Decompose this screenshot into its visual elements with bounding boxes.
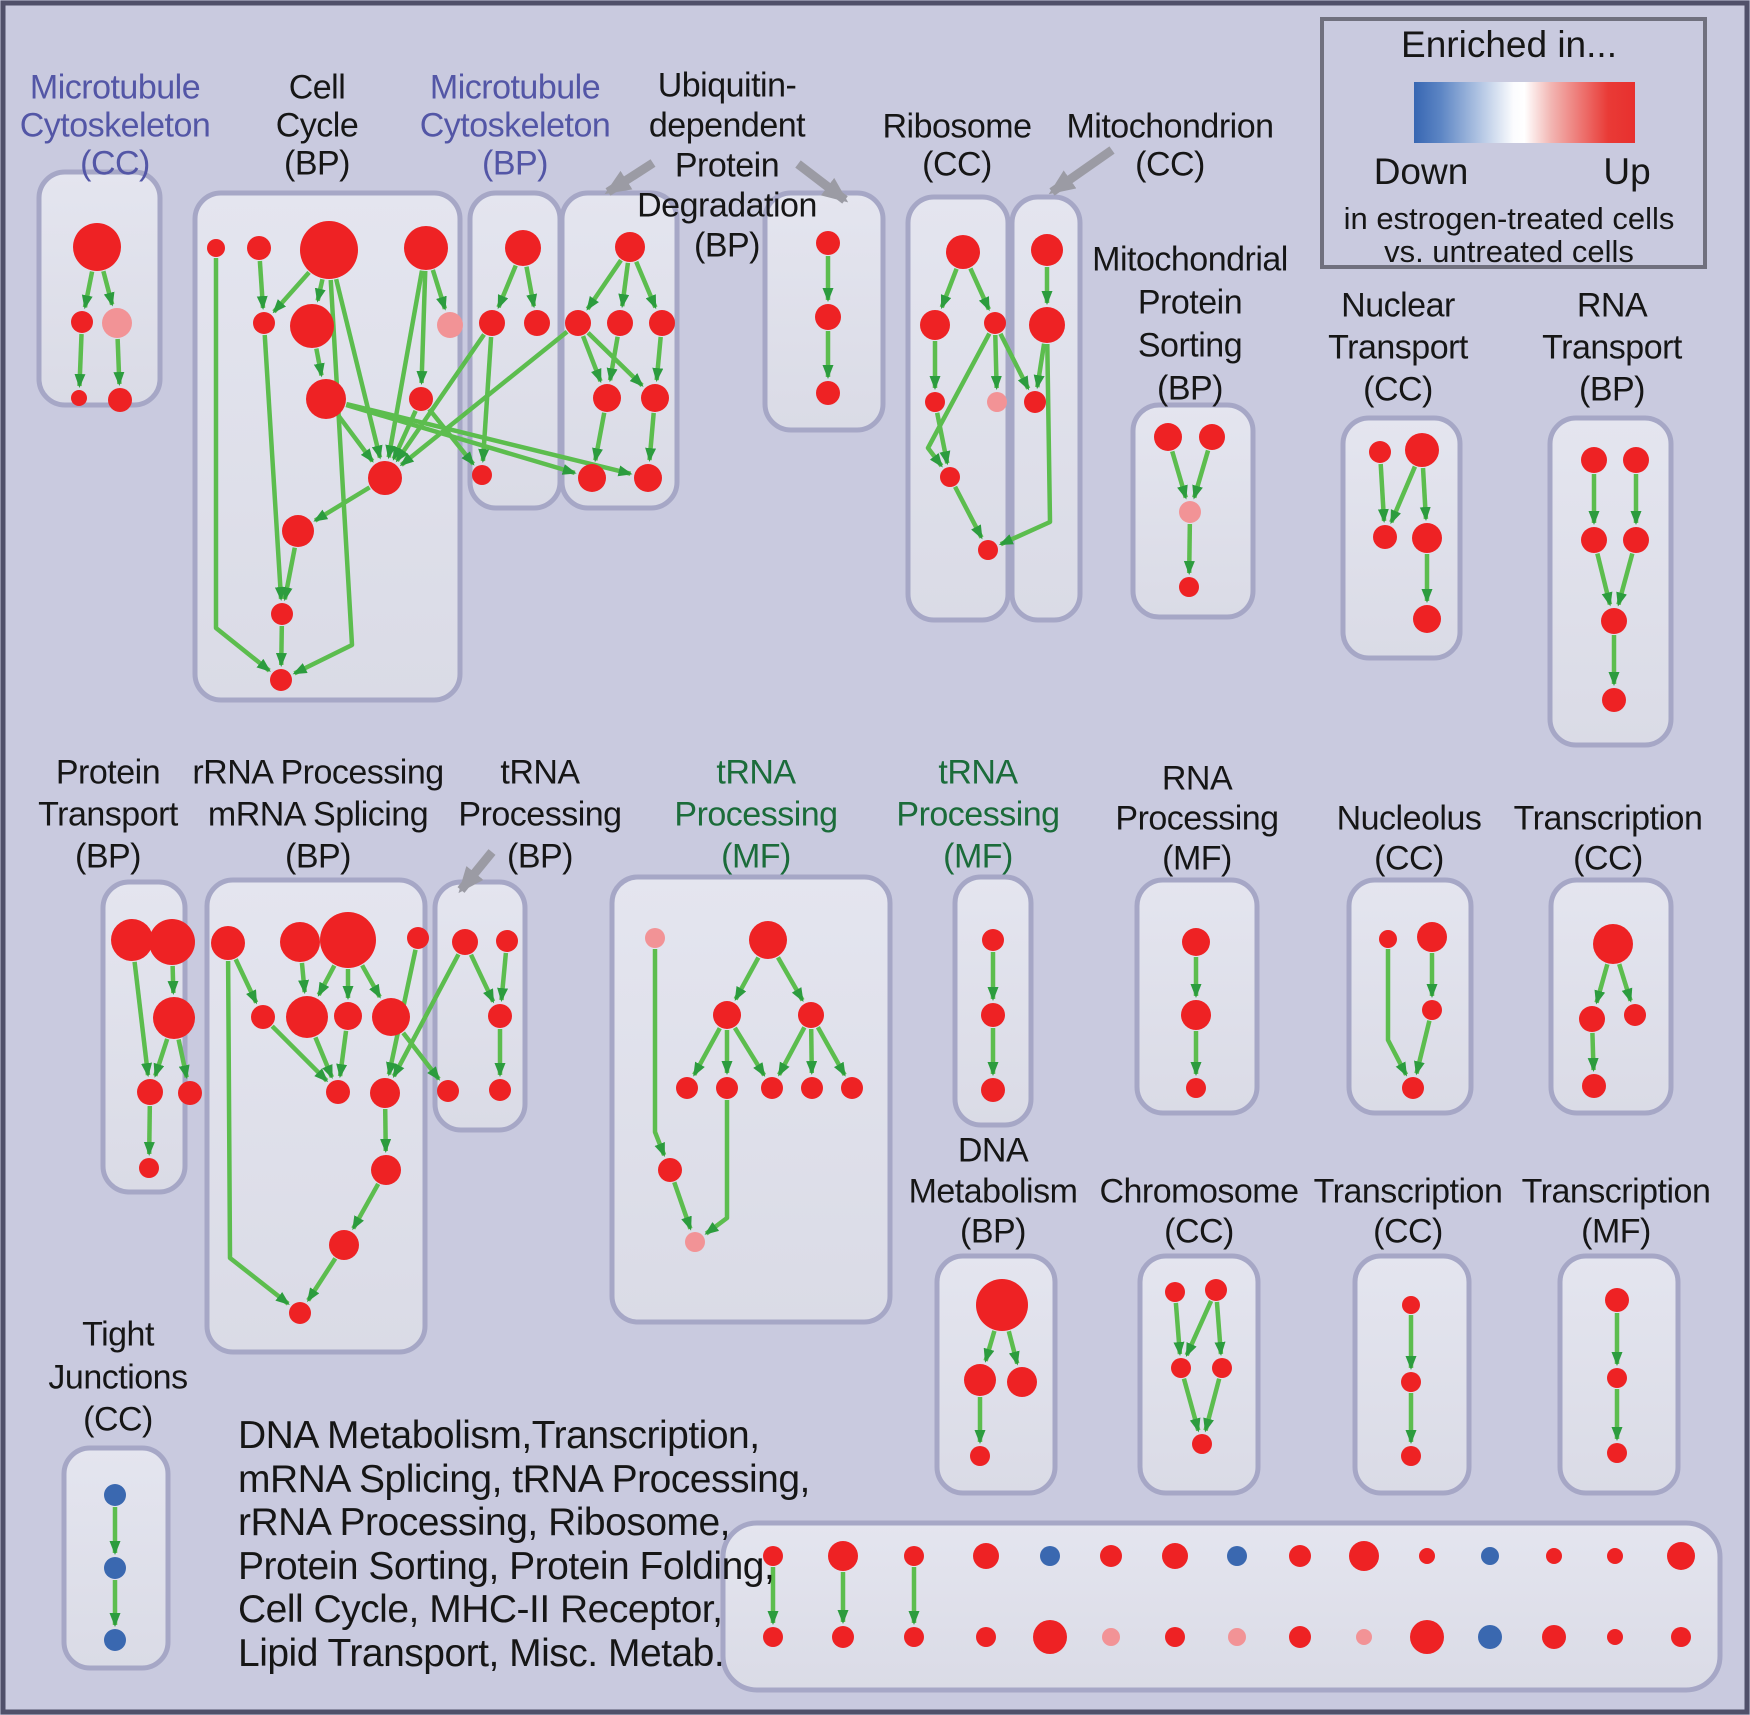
label-pointer-arrow	[1052, 150, 1112, 192]
go-term-node-red	[1401, 1372, 1421, 1392]
go-term-node-red	[280, 922, 320, 962]
go-term-node-red	[1607, 1548, 1623, 1564]
go-term-node-blue	[104, 1484, 126, 1506]
go-term-node-red	[1401, 1446, 1421, 1466]
cluster-label-nuclear-transport-line3: (CC)	[1363, 370, 1433, 409]
go-term-node-red	[676, 1077, 698, 1099]
go-term-node-pink	[1356, 1629, 1372, 1645]
go-term-node-red	[1186, 1078, 1206, 1098]
go-term-node-red	[964, 1364, 996, 1396]
go-term-node-red	[1349, 1541, 1379, 1571]
go-term-node-red	[801, 1077, 823, 1099]
cluster-label-microtubule-bp-line1: Microtubule	[429, 68, 601, 107]
go-term-node-red	[641, 384, 669, 412]
go-term-node-red	[832, 1626, 854, 1648]
cluster-label-trna-mf-1-line3: (MF)	[721, 837, 791, 876]
edge	[118, 339, 120, 384]
go-term-node-red	[1579, 1006, 1605, 1032]
cluster-label-protein-transport-line3: (BP)	[75, 837, 141, 876]
edge	[811, 1029, 812, 1073]
go-term-node-pink	[987, 392, 1007, 412]
go-term-node-red	[334, 1002, 362, 1030]
go-term-node-red	[437, 1080, 459, 1102]
cluster-label-rna-processing-mf-line2: Processing	[1115, 799, 1279, 838]
go-term-node-red	[1179, 577, 1199, 597]
go-term-node-red	[178, 1081, 202, 1105]
cluster-box-transcr_cc	[1551, 880, 1671, 1113]
go-term-node-red	[1289, 1545, 1311, 1567]
go-term-node-red	[761, 1077, 783, 1099]
go-term-node-red	[1410, 1620, 1444, 1654]
edge	[385, 1109, 386, 1151]
cluster-label-ubiquitin-line1: Ubiquitin-	[657, 66, 797, 105]
go-term-node-red	[946, 235, 980, 269]
cluster-label-nucleolus-line1: Nucleolus	[1336, 799, 1482, 838]
cluster-label-ubiquitin-line5: (BP)	[694, 226, 760, 265]
go-term-node-red	[978, 540, 998, 560]
cluster-label-microtubule-bp-line2: Cytoskeleton	[419, 106, 611, 145]
edge	[281, 626, 282, 665]
go-term-node-blue	[1227, 1546, 1247, 1566]
cluster-box-rna_mf	[1137, 880, 1257, 1113]
go-term-node-red	[472, 465, 492, 485]
go-term-node-red	[841, 1077, 863, 1099]
go-term-node-red	[920, 310, 950, 340]
edge	[260, 261, 263, 308]
go-term-node-red	[300, 221, 358, 279]
edge	[1423, 468, 1426, 519]
go-term-node-red	[71, 311, 93, 333]
go-term-node-red	[1581, 447, 1607, 473]
go-term-node-red	[1542, 1625, 1566, 1649]
go-term-node-red	[452, 929, 478, 955]
cluster-label-transcription-cc-2-line1: Transcription	[1313, 1172, 1503, 1211]
cluster-label-ubiquitin-line4: Degradation	[637, 186, 817, 225]
go-term-node-red	[1212, 1358, 1232, 1378]
go-term-node-pink	[102, 308, 132, 338]
cluster-label-mitochondrion-line1: Mitochondrion	[1066, 107, 1274, 146]
footnote-line: rRNA Processing, Ribosome,	[238, 1501, 731, 1544]
go-term-node-red	[970, 1446, 990, 1466]
go-term-node-red	[984, 312, 1006, 334]
go-term-node-red	[207, 239, 225, 257]
cluster-label-cell-cycle-line1: Cell	[288, 68, 346, 107]
cluster-box-nuc_transport	[1343, 418, 1460, 658]
go-term-node-blue	[1040, 1546, 1060, 1566]
cluster-label-rna-transport-line1: RNA	[1576, 286, 1648, 325]
go-term-node-red	[593, 384, 621, 412]
go-term-node-red	[1667, 1542, 1695, 1570]
go-term-node-red	[71, 390, 87, 406]
go-term-node-red	[634, 464, 662, 492]
go-term-node-red	[409, 387, 433, 411]
go-term-node-red	[1419, 1548, 1435, 1564]
go-term-node-red	[981, 1003, 1005, 1027]
go-term-node-red	[489, 1079, 511, 1101]
go-term-node-red	[404, 226, 448, 270]
cluster-label-ubiquitin-line3: Protein	[674, 146, 780, 185]
go-term-node-pink	[437, 312, 463, 338]
go-term-node-red	[1601, 608, 1627, 634]
go-term-node-pink	[645, 928, 665, 948]
go-term-node-red	[329, 1230, 359, 1260]
cluster-label-cell-cycle-line2: Cycle	[275, 106, 359, 145]
go-term-node-red	[372, 998, 410, 1036]
go-term-node-red	[815, 304, 841, 330]
go-term-node-red	[289, 1302, 311, 1324]
cluster-label-rrna-mrna-line2: mRNA Splicing	[207, 795, 429, 834]
go-term-node-red	[1100, 1545, 1122, 1567]
go-term-node-red	[1582, 1074, 1606, 1098]
go-term-node-red	[368, 461, 402, 495]
cluster-label-trna-mf-1-line2: Processing	[674, 795, 838, 834]
edge	[302, 963, 305, 992]
go-term-node-red	[565, 310, 591, 336]
go-term-node-red	[976, 1279, 1028, 1331]
go-term-node-red	[1624, 1004, 1646, 1026]
go-term-node-red	[615, 232, 645, 262]
go-term-node-red	[1024, 391, 1046, 413]
cluster-label-microtubule-cc-line3: (CC)	[80, 144, 150, 183]
go-term-node-red	[1165, 1627, 1185, 1647]
legend-up-label: Up	[1603, 151, 1651, 192]
cluster-label-microtubule-cc-line2: Cytoskeleton	[19, 106, 211, 145]
go-term-node-red	[1623, 447, 1649, 473]
cluster-label-transcription-cc-line1: Transcription	[1513, 799, 1703, 838]
go-term-node-red	[488, 1004, 512, 1028]
cluster-label-dna-metabolism-line1: DNA	[957, 1131, 1029, 1170]
cluster-label-nuclear-transport-line2: Transport	[1328, 328, 1468, 367]
go-term-node-red	[496, 930, 518, 952]
go-term-node-red	[607, 310, 633, 336]
cluster-label-trna-mf-1-line1: tRNA	[716, 753, 796, 792]
go-term-node-red	[1422, 1000, 1442, 1020]
legend-subtitle-1: in estrogen-treated cells	[1343, 201, 1675, 236]
footnote-line: Cell Cycle, MHC-II Receptor,	[238, 1588, 723, 1631]
cluster-label-rna-processing-mf-line1: RNA	[1161, 759, 1233, 798]
go-term-node-red	[282, 515, 314, 547]
cluster-label-ribosome-line1: Ribosome	[882, 107, 1032, 146]
cluster-label-dna-metabolism-line2: Metabolism	[908, 1172, 1078, 1211]
footnote-line: DNA Metabolism,Transcription,	[238, 1414, 760, 1457]
cluster-label-mito-sorting-line3: Sorting	[1137, 326, 1243, 365]
go-term-node-red	[111, 919, 153, 961]
cluster-label-transcription-mf-line2: (MF)	[1581, 1212, 1651, 1251]
go-term-node-red	[286, 996, 328, 1038]
cluster-box-misc-band	[723, 1523, 1720, 1690]
footnote-line: Protein Sorting, Protein Folding,	[238, 1544, 775, 1588]
go-term-node-red	[253, 312, 275, 334]
go-term-node-red	[479, 310, 505, 336]
go-term-node-red	[1607, 1368, 1627, 1388]
go-term-node-red	[139, 1158, 159, 1178]
go-term-node-red	[1412, 523, 1442, 553]
cluster-label-ribosome-line2: (CC)	[922, 145, 992, 184]
cluster-label-chromosome-line2: (CC)	[1164, 1212, 1234, 1251]
cluster-label-protein-transport-line2: Transport	[38, 795, 178, 834]
go-term-node-red	[320, 912, 376, 968]
go-term-node-blue	[104, 1629, 126, 1651]
cluster-label-dna-metabolism-line3: (BP)	[960, 1212, 1026, 1251]
cluster-label-nucleolus-line2: (CC)	[1374, 839, 1444, 878]
go-term-node-red	[1373, 525, 1397, 549]
go-term-node-red	[1369, 441, 1391, 463]
go-term-node-blue	[1478, 1625, 1502, 1649]
go-term-node-blue	[1481, 1547, 1499, 1565]
go-term-node-red	[211, 926, 245, 960]
go-term-node-red	[816, 381, 840, 405]
go-term-node-red	[1671, 1627, 1691, 1647]
go-term-node-red	[306, 379, 346, 419]
go-term-node-red	[1593, 924, 1633, 964]
cluster-label-mito-sorting-line2: Protein	[1137, 283, 1243, 322]
cluster-label-nuclear-transport-line1: Nuclear	[1341, 286, 1455, 325]
go-term-node-red	[798, 1002, 824, 1028]
go-term-node-red	[925, 392, 945, 412]
go-term-node-red	[1033, 1620, 1067, 1654]
go-term-node-pink	[1228, 1628, 1246, 1646]
footnote-category-list	[238, 1414, 810, 1675]
go-term-node-red	[1029, 307, 1065, 343]
go-term-node-red	[1607, 1443, 1627, 1463]
go-term-node-red	[713, 1001, 741, 1029]
go-term-node-red	[370, 1078, 400, 1108]
legend-colorbar	[1414, 82, 1635, 143]
go-term-node-red	[973, 1543, 999, 1569]
go-term-node-red	[524, 310, 550, 336]
cluster-label-trna-bp-line2: Processing	[458, 795, 622, 834]
go-term-node-red	[940, 467, 960, 487]
go-term-node-red	[749, 921, 787, 959]
go-term-node-red	[1623, 527, 1649, 553]
footnote-line: Lipid Transport, Misc. Metab.	[238, 1631, 725, 1675]
legend-subtitle-2: vs. untreated cells	[1384, 234, 1634, 269]
go-term-node-red	[1417, 922, 1447, 952]
go-term-node-red	[1205, 1279, 1227, 1301]
edge	[995, 335, 996, 388]
cluster-label-rrna-mrna-line1: rRNA Processing	[192, 753, 444, 792]
cluster-label-ubiquitin-line2: dependent	[648, 106, 806, 145]
go-term-node-red	[976, 1627, 996, 1647]
go-term-node-red	[149, 919, 195, 965]
go-term-node-red	[1379, 930, 1397, 948]
go-term-node-red	[371, 1155, 401, 1185]
go-term-node-red	[828, 1541, 858, 1571]
go-term-node-red	[290, 304, 334, 348]
go-term-node-red	[1181, 1000, 1211, 1030]
cluster-label-mitochondrion-line2: (CC)	[1135, 145, 1205, 184]
go-term-node-red	[108, 388, 132, 412]
go-term-node-red	[1192, 1434, 1212, 1454]
cluster-label-transcription-cc-2-line2: (CC)	[1373, 1212, 1443, 1251]
cluster-label-cell-cycle-line3: (BP)	[284, 144, 350, 183]
go-term-node-red	[251, 1005, 275, 1029]
cluster-label-mito-sorting-line1: Mitochondrial	[1092, 240, 1288, 279]
go-term-node-red	[1605, 1288, 1629, 1312]
edge	[149, 1106, 150, 1154]
go-term-node-red	[649, 310, 675, 336]
cluster-box-chromosome	[1140, 1256, 1258, 1493]
legend-title: Enriched in...	[1401, 24, 1617, 65]
go-term-node-red	[137, 1079, 163, 1105]
cluster-label-rna-transport-line3: (BP)	[1579, 370, 1645, 409]
go-term-node-red	[247, 236, 271, 260]
cluster-label-trna-mf-2-line1: tRNA	[938, 753, 1018, 792]
cluster-label-tight-junctions-line3: (CC)	[83, 1400, 153, 1439]
cluster-label-tight-junctions-line1: Tight	[82, 1315, 154, 1354]
go-term-node-red	[1007, 1367, 1037, 1397]
go-term-node-pink	[685, 1232, 705, 1252]
cluster-label-mito-sorting-line4: (BP)	[1157, 369, 1223, 408]
go-term-node-red	[982, 929, 1004, 951]
go-term-node-red	[816, 231, 840, 255]
go-term-node-red	[1402, 1077, 1424, 1099]
cluster-label-tight-junctions-line2: Junctions	[48, 1358, 188, 1397]
cluster-box-mt_cc	[39, 172, 160, 405]
go-term-node-red	[270, 669, 292, 691]
go-term-node-red	[271, 603, 293, 625]
cluster-label-transcription-cc-line2: (CC)	[1573, 839, 1643, 878]
cluster-label-rna-transport-line2: Transport	[1542, 328, 1682, 367]
go-term-node-red	[1546, 1548, 1562, 1564]
go-term-node-red	[1402, 1296, 1420, 1314]
edge	[1592, 1033, 1593, 1070]
go-term-node-red	[716, 1077, 738, 1099]
cluster-label-chromosome-line1: Chromosome	[1099, 1172, 1299, 1211]
go-term-node-red	[153, 997, 195, 1039]
go-term-node-red	[1154, 423, 1182, 451]
cluster-label-microtubule-bp-line3: (BP)	[482, 144, 548, 183]
go-term-node-red	[981, 1078, 1005, 1102]
legend-down-label: Down	[1373, 151, 1469, 192]
go-term-node-red	[1199, 424, 1225, 450]
go-term-node-red	[904, 1627, 924, 1647]
cluster-label-transcription-mf-line1: Transcription	[1521, 1172, 1711, 1211]
go-term-node-red	[73, 223, 121, 271]
go-term-node-red	[658, 1158, 682, 1182]
cluster-label-trna-bp-line1: tRNA	[500, 753, 580, 792]
go-term-node-pink	[1179, 501, 1201, 523]
edge	[173, 966, 174, 993]
cluster-label-microtubule-cc-line1: Microtubule	[29, 68, 201, 107]
go-term-node-red	[1289, 1626, 1311, 1648]
cluster-label-trna-mf-2-line3: (MF)	[943, 837, 1013, 876]
go-term-node-pink	[1102, 1628, 1120, 1646]
go-term-node-red	[904, 1546, 924, 1566]
go-term-node-red	[1031, 234, 1063, 266]
go-term-node-red	[326, 1080, 350, 1104]
cluster-label-rrna-mrna-line3: (BP)	[285, 837, 351, 876]
footnote-line: mRNA Splicing, tRNA Processing,	[238, 1457, 810, 1501]
go-term-node-red	[1581, 527, 1607, 553]
edge	[1189, 524, 1190, 573]
go-term-node-red	[1607, 1629, 1623, 1645]
go-term-node-red	[1165, 1282, 1185, 1302]
go-term-node-red	[1162, 1543, 1188, 1569]
cluster-label-trna-mf-2-line2: Processing	[896, 795, 1060, 834]
go-term-node-red	[1413, 605, 1441, 633]
cluster-label-rna-processing-mf-line3: (MF)	[1162, 839, 1232, 878]
go-term-node-red	[407, 927, 429, 949]
edge	[79, 334, 81, 386]
go-term-node-red	[1182, 928, 1210, 956]
go-term-node-blue	[104, 1557, 126, 1579]
go-term-node-red	[1602, 688, 1626, 712]
go-term-node-red	[505, 230, 541, 266]
cluster-label-trna-bp-line3: (BP)	[507, 837, 573, 876]
go-term-node-red	[1171, 1358, 1191, 1378]
cluster-label-protein-transport-line1: Protein	[55, 753, 161, 792]
go-term-node-red	[1405, 433, 1439, 467]
go-term-node-red	[578, 464, 606, 492]
